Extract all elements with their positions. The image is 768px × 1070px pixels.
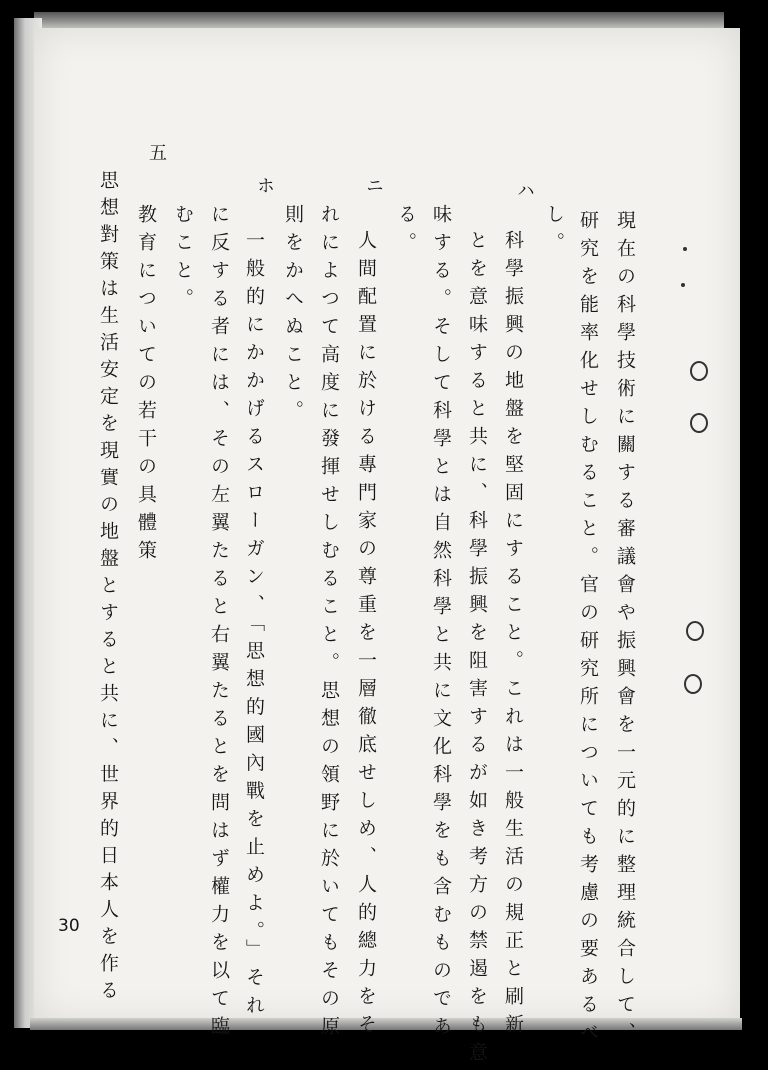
- text-column: 則をかへぬこと。: [282, 204, 304, 428]
- circle-mark: [686, 621, 704, 641]
- circle-mark: [684, 674, 702, 694]
- text-column: 一般的にかかげるスローガン、「思想的國內戰を止めよ。」それ: [243, 230, 265, 1023]
- section-heading: 教育についての若干の具體策: [135, 204, 157, 568]
- text-column: れによつて高度に發揮せしむること。思想の領野に於いてもその原: [318, 204, 340, 1044]
- text-column: とを意味すると共に、科學振興を阻害するが如き考方の禁遏をも意: [466, 230, 488, 1070]
- marker-five: 五: [146, 143, 167, 161]
- page-number: 30: [58, 916, 80, 936]
- text-column: る。: [395, 204, 417, 260]
- text-column: 味する。そして科學とは自然科學と共に文化科學をも含むものであ: [430, 204, 452, 1044]
- text-column: 研究を能率化せしむること。官の研究所についても考慮の要あるべ: [577, 210, 599, 1050]
- text-column: 現在の科學技術に關する審議會や振興會を一元的に整理統合して、: [614, 210, 636, 1050]
- text-column: 科學振興の地盤を堅固にすること。これは一般生活の規正と刷新: [502, 230, 524, 1042]
- circle-mark: [690, 413, 708, 433]
- text-column: に反する者には、その左翼たると右翼たるとを問はず權力を以て臨: [208, 204, 230, 1044]
- marker-ni: ニ: [363, 176, 384, 194]
- text-column: し。: [543, 204, 565, 260]
- dot-mark: [683, 247, 687, 251]
- text-column: 思想對策は生活安定を現實の地盤とすると共に、世界的日本人を作る: [97, 170, 119, 1007]
- circle-mark: [690, 361, 708, 381]
- dot-mark: [681, 283, 685, 287]
- text-column: むこと。: [172, 204, 194, 316]
- marker-ha: ハ: [514, 181, 535, 199]
- text-column: 人間配置に於ける專門家の尊重を一層徹底せしめ、人的總力をそ: [355, 230, 377, 1042]
- marker-ho: ホ: [254, 176, 275, 194]
